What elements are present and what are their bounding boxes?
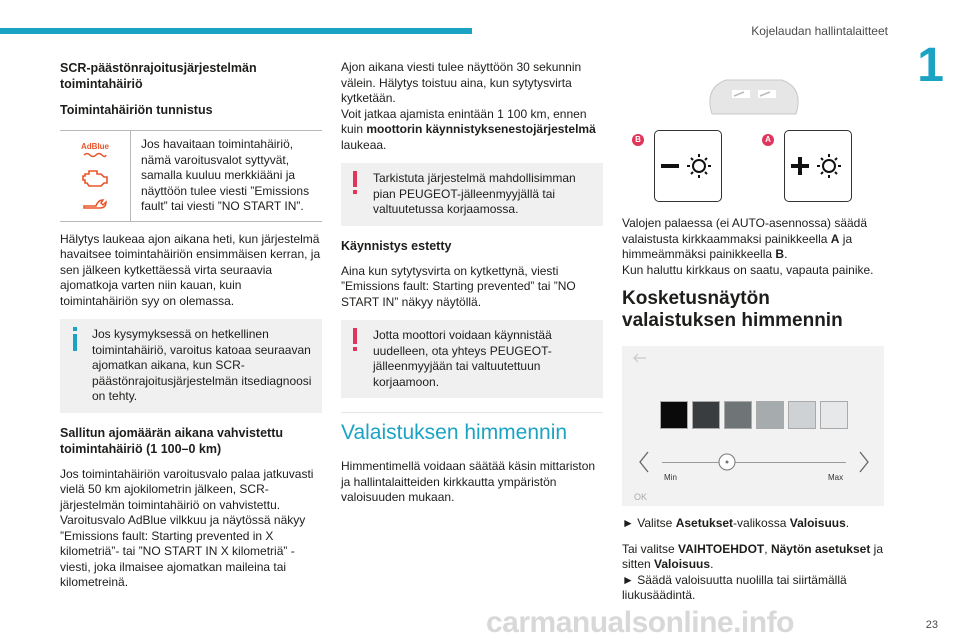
paragraph-start-prevented: Aina kun sytytysvirta on kytkettynä, viesti ”Emissions fault: Starting prevented” tai ”NO START IN” näkyy näytöllä. xyxy=(341,263,576,309)
column-right xyxy=(622,60,884,614)
warning-exclamation-icon xyxy=(351,328,359,352)
chapter-number: 1 xyxy=(917,39,944,92)
paragraph-button-instructions: Valojen palaessa (ei AUTO-asennossa) säädä valaistusta kirkkaammaksi painikkeella A ja himmeämmäksi painikkeella B. xyxy=(622,216,868,261)
chevron-left-icon xyxy=(638,450,650,474)
paragraph-dimmer-description: Himmentimellä voidaan säätää käsin mittariston ja hallintalaitteiden kirkkautta ympäristön valoisuuden mukaan. xyxy=(341,459,596,504)
header-title: Kojelaudan hallintalaitteet xyxy=(751,24,888,38)
dimmer-plus-icon xyxy=(785,131,851,201)
warning-lamp-icons xyxy=(60,131,131,221)
marker-a: A xyxy=(762,134,774,146)
watermark: carmanualsonline.info xyxy=(486,606,794,639)
paragraph-message-interval: Ajon aikana viesti tulee näyttöön 30 sekunnin välein. Hälytys toistuu aina, kun sytytysvirta kytketään. xyxy=(341,60,582,105)
dimmer-plus-button xyxy=(784,130,852,202)
dimmer-minus-icon xyxy=(655,131,721,201)
step-adjust-brightness: ► Säädä valoisuutta nuolilla tai siirtämällä liukusäädintä. xyxy=(622,572,847,602)
marker-b: B xyxy=(632,134,644,146)
slider-track xyxy=(662,462,846,463)
paragraph-driving-limit: Voit jatkaa ajamista enintään 1 100 km, ennen kuin moottorin käynnistyksenestojärjestelmä laukeaa. xyxy=(341,106,596,152)
step-select-brightness: ► Valitse Asetukset-valikossa Valoisuus. xyxy=(622,516,850,530)
step-alternative-path: Tai valitse VAIHTOEHDOT, Näytön asetukset ja sitten Valoisuus. xyxy=(622,541,884,571)
paragraph-release-button: Kun haluttu kirkkaus on saatu, vapauta painike. xyxy=(622,262,874,277)
warning-box-check-system xyxy=(341,163,603,226)
info-text: Jos kysymyksessä on hetkellinen toimintahäiriö, varoitus katoaa seuraavan ajomatkan aikana, kun SCR-päästönrajoitusjärjestelmän itsediagnoosi on tehty. xyxy=(92,327,312,403)
section-title-touchscreen-dimmer: Kosketusnäytön valaistuksen himmennin xyxy=(622,288,843,331)
bold-engine-immobilizer: moottorin käynnistyksenestojärjestelmä xyxy=(366,122,596,136)
warning-exclamation-icon xyxy=(351,171,359,195)
engine-warning-icon xyxy=(81,168,109,188)
warning-lamp-description: Jos havaitaan toimintahäiriö, nämä varoitusvalot syttyvät, samalla kuuluu merkkiääni ja näyttöön tulee viesti ”Emissions fault” tai viesti ”NO START IN”. xyxy=(141,137,310,213)
instrument-cluster-icon xyxy=(704,74,804,118)
top-accent-bar xyxy=(0,28,472,34)
heading-scr-fault: SCR-päästönrajoitusjärjestelmän toimintahäiriö xyxy=(60,61,257,91)
slider-max-label: Max xyxy=(828,473,844,482)
brightness-swatch-2 xyxy=(692,401,720,429)
brightness-swatch-6 xyxy=(820,401,848,429)
warning-box-contact-dealer xyxy=(341,320,603,398)
info-box-temporary-fault xyxy=(60,319,322,413)
chevron-right-icon xyxy=(858,450,870,474)
page-number: 23 xyxy=(925,619,938,631)
warning-text-contact-dealer: Jotta moottori voidaan käynnistää uudelleen, ota yhteys PEUGEOT-jälleenmyyjään tai valtuutettuun korjaamoon. xyxy=(373,328,552,389)
info-icon xyxy=(70,327,80,351)
brightness-swatch-5 xyxy=(788,401,816,429)
adblue-icon: AdBlue xyxy=(81,142,109,160)
warning-lamp-table xyxy=(60,130,322,222)
touchscreen-brightness-illustration xyxy=(622,346,884,506)
brightness-swatch-4 xyxy=(756,401,784,429)
screen-ok-label: OK xyxy=(634,492,648,502)
warning-text-check-system: Tarkistuta järjestelmä mahdollisimman pian PEUGEOT-jälleenmyyjällä tai valtuutetussa korjaamossa. xyxy=(373,171,576,216)
paragraph-confirmed-fault: Jos toimintahäiriön varoitusvalo palaa jatkuvasti vielä 50 km ajokilometrin jälkeen, SCR-järjestelmän toimintahäiriö on vahvistettu. Varoitusvalo AdBlue vilkkuu ja näytössä näkyy ”Emissions fault: Starting prevented in X kilometriä”- tai ”NO START IN X kilometriä” -viesti, joka ilmaisee ajomatkan maileina tai kilometreinä. xyxy=(60,466,314,589)
brightness-swatch-3 xyxy=(724,401,752,429)
heading-fault-detection: Toimintahäiriön tunnistus xyxy=(60,103,213,117)
heading-confirmed-fault: Sallitun ajomäärän aikana vahvistettu toimintahäiriö (1 100–0 km) xyxy=(60,425,283,456)
column-left xyxy=(60,60,322,601)
dimmer-buttons-illustration xyxy=(622,60,884,210)
dimmer-minus-button xyxy=(654,130,722,202)
slider-min-label: Min xyxy=(664,473,677,482)
service-spanner-icon xyxy=(82,196,108,210)
column-middle xyxy=(341,60,603,516)
heading-start-prevented: Käynnistys estetty xyxy=(341,238,452,253)
paragraph-alert-timing: Hälytys laukeaa ajon aikana heti, kun järjestelmä havaitsee toimintahäiriön ensimmäisen kerran, ja sen jälkeen kytkettäessä virta seuraavia ajomatkoja varten niin kauan, kuin toimintahäiriön syy on olemassa. xyxy=(60,231,321,308)
slider-handle-icon xyxy=(718,453,736,471)
brightness-swatch-1 xyxy=(660,401,688,429)
section-title-dimmer: Valaistuksen himmennin xyxy=(341,412,603,445)
back-arrow-icon xyxy=(630,352,650,364)
